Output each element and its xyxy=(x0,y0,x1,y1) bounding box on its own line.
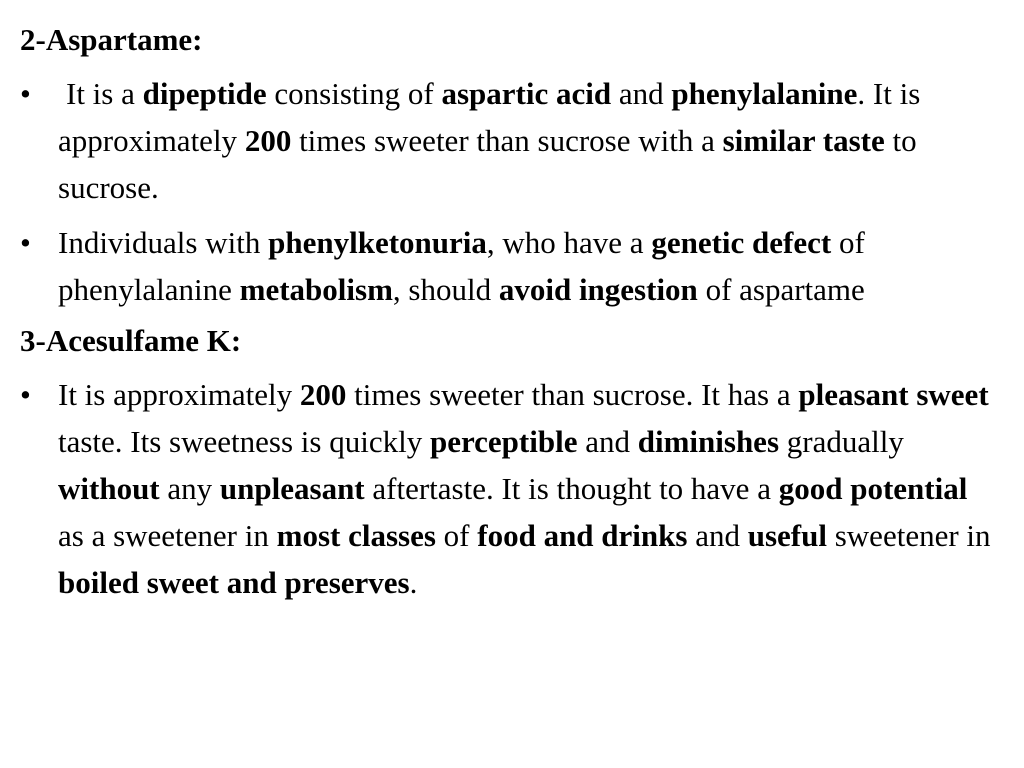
text-run: of xyxy=(435,518,478,553)
bold-term: genetic defect xyxy=(651,225,832,260)
text-run: , who have a xyxy=(486,225,652,260)
aspartame-bullet-list xyxy=(20,70,998,313)
bold-term: 200 xyxy=(244,123,292,158)
bullet-item xyxy=(20,371,998,606)
bullet-text xyxy=(58,377,991,600)
bold-term: metabolism xyxy=(239,272,393,307)
text-run: and xyxy=(687,518,748,553)
bullet-text xyxy=(58,76,920,205)
text-run: of phenylalanine xyxy=(58,225,865,307)
bullet-item xyxy=(20,70,998,211)
bold-term: phenylketonuria xyxy=(268,225,487,260)
bold-term: aspartic acid xyxy=(441,76,612,111)
bold-term: avoid ingestion xyxy=(498,272,698,307)
bold-term: similar taste xyxy=(722,123,885,158)
text-run: times sweeter than sucrose. It has a xyxy=(346,377,799,412)
bold-term: pleasant sweet xyxy=(798,377,989,412)
text-run: times sweeter than sucrose with a xyxy=(291,123,723,158)
text-run: . It is approximately xyxy=(58,76,921,158)
text-run: taste. Its sweetness is quickly xyxy=(58,424,430,459)
bold-term: good potential xyxy=(778,471,968,506)
text-run: . xyxy=(409,565,418,600)
bold-term: 200 xyxy=(299,377,347,412)
text-run: as a sweetener in xyxy=(58,518,277,553)
section-heading-aspartame: 2-Aspartame: xyxy=(20,22,203,57)
text-run: consisting of xyxy=(266,76,442,111)
bold-term: food and drinks xyxy=(477,518,688,553)
bold-term: diminishes xyxy=(637,424,780,459)
bold-term: dipeptide xyxy=(142,76,267,111)
bullet-symbol: • xyxy=(20,377,31,412)
text-run: any xyxy=(159,471,220,506)
bold-term: without xyxy=(58,471,160,506)
bold-term: phenylalanine xyxy=(671,76,858,111)
text-run: and xyxy=(611,76,672,111)
bold-term: perceptible xyxy=(429,424,578,459)
text-run: to sucrose. xyxy=(58,123,917,205)
text-run: of aspartame xyxy=(697,272,865,307)
bold-term: boiled sweet and preserves xyxy=(58,565,410,600)
text-run: and xyxy=(577,424,638,459)
bullet-symbol: • xyxy=(20,76,31,111)
text-run: Individuals with xyxy=(58,225,269,260)
text-run: sweetener in xyxy=(826,518,991,553)
section-heading-acesulfame: 3-Acesulfame K: xyxy=(20,323,242,358)
text-run: It is approximately xyxy=(58,377,300,412)
bold-term: most classes xyxy=(276,518,436,553)
acesulfame-bullet-list xyxy=(20,371,998,606)
text-run: , should xyxy=(392,272,499,307)
text-run: It is a xyxy=(66,76,143,111)
text-run: aftertaste. It is thought to have a xyxy=(364,471,779,506)
bullet-text xyxy=(58,225,865,307)
bullet-symbol: • xyxy=(20,225,31,260)
bold-term: unpleasant xyxy=(219,471,365,506)
bold-term: useful xyxy=(747,518,827,553)
text-run: gradually xyxy=(779,424,904,459)
bullet-item xyxy=(20,219,998,313)
